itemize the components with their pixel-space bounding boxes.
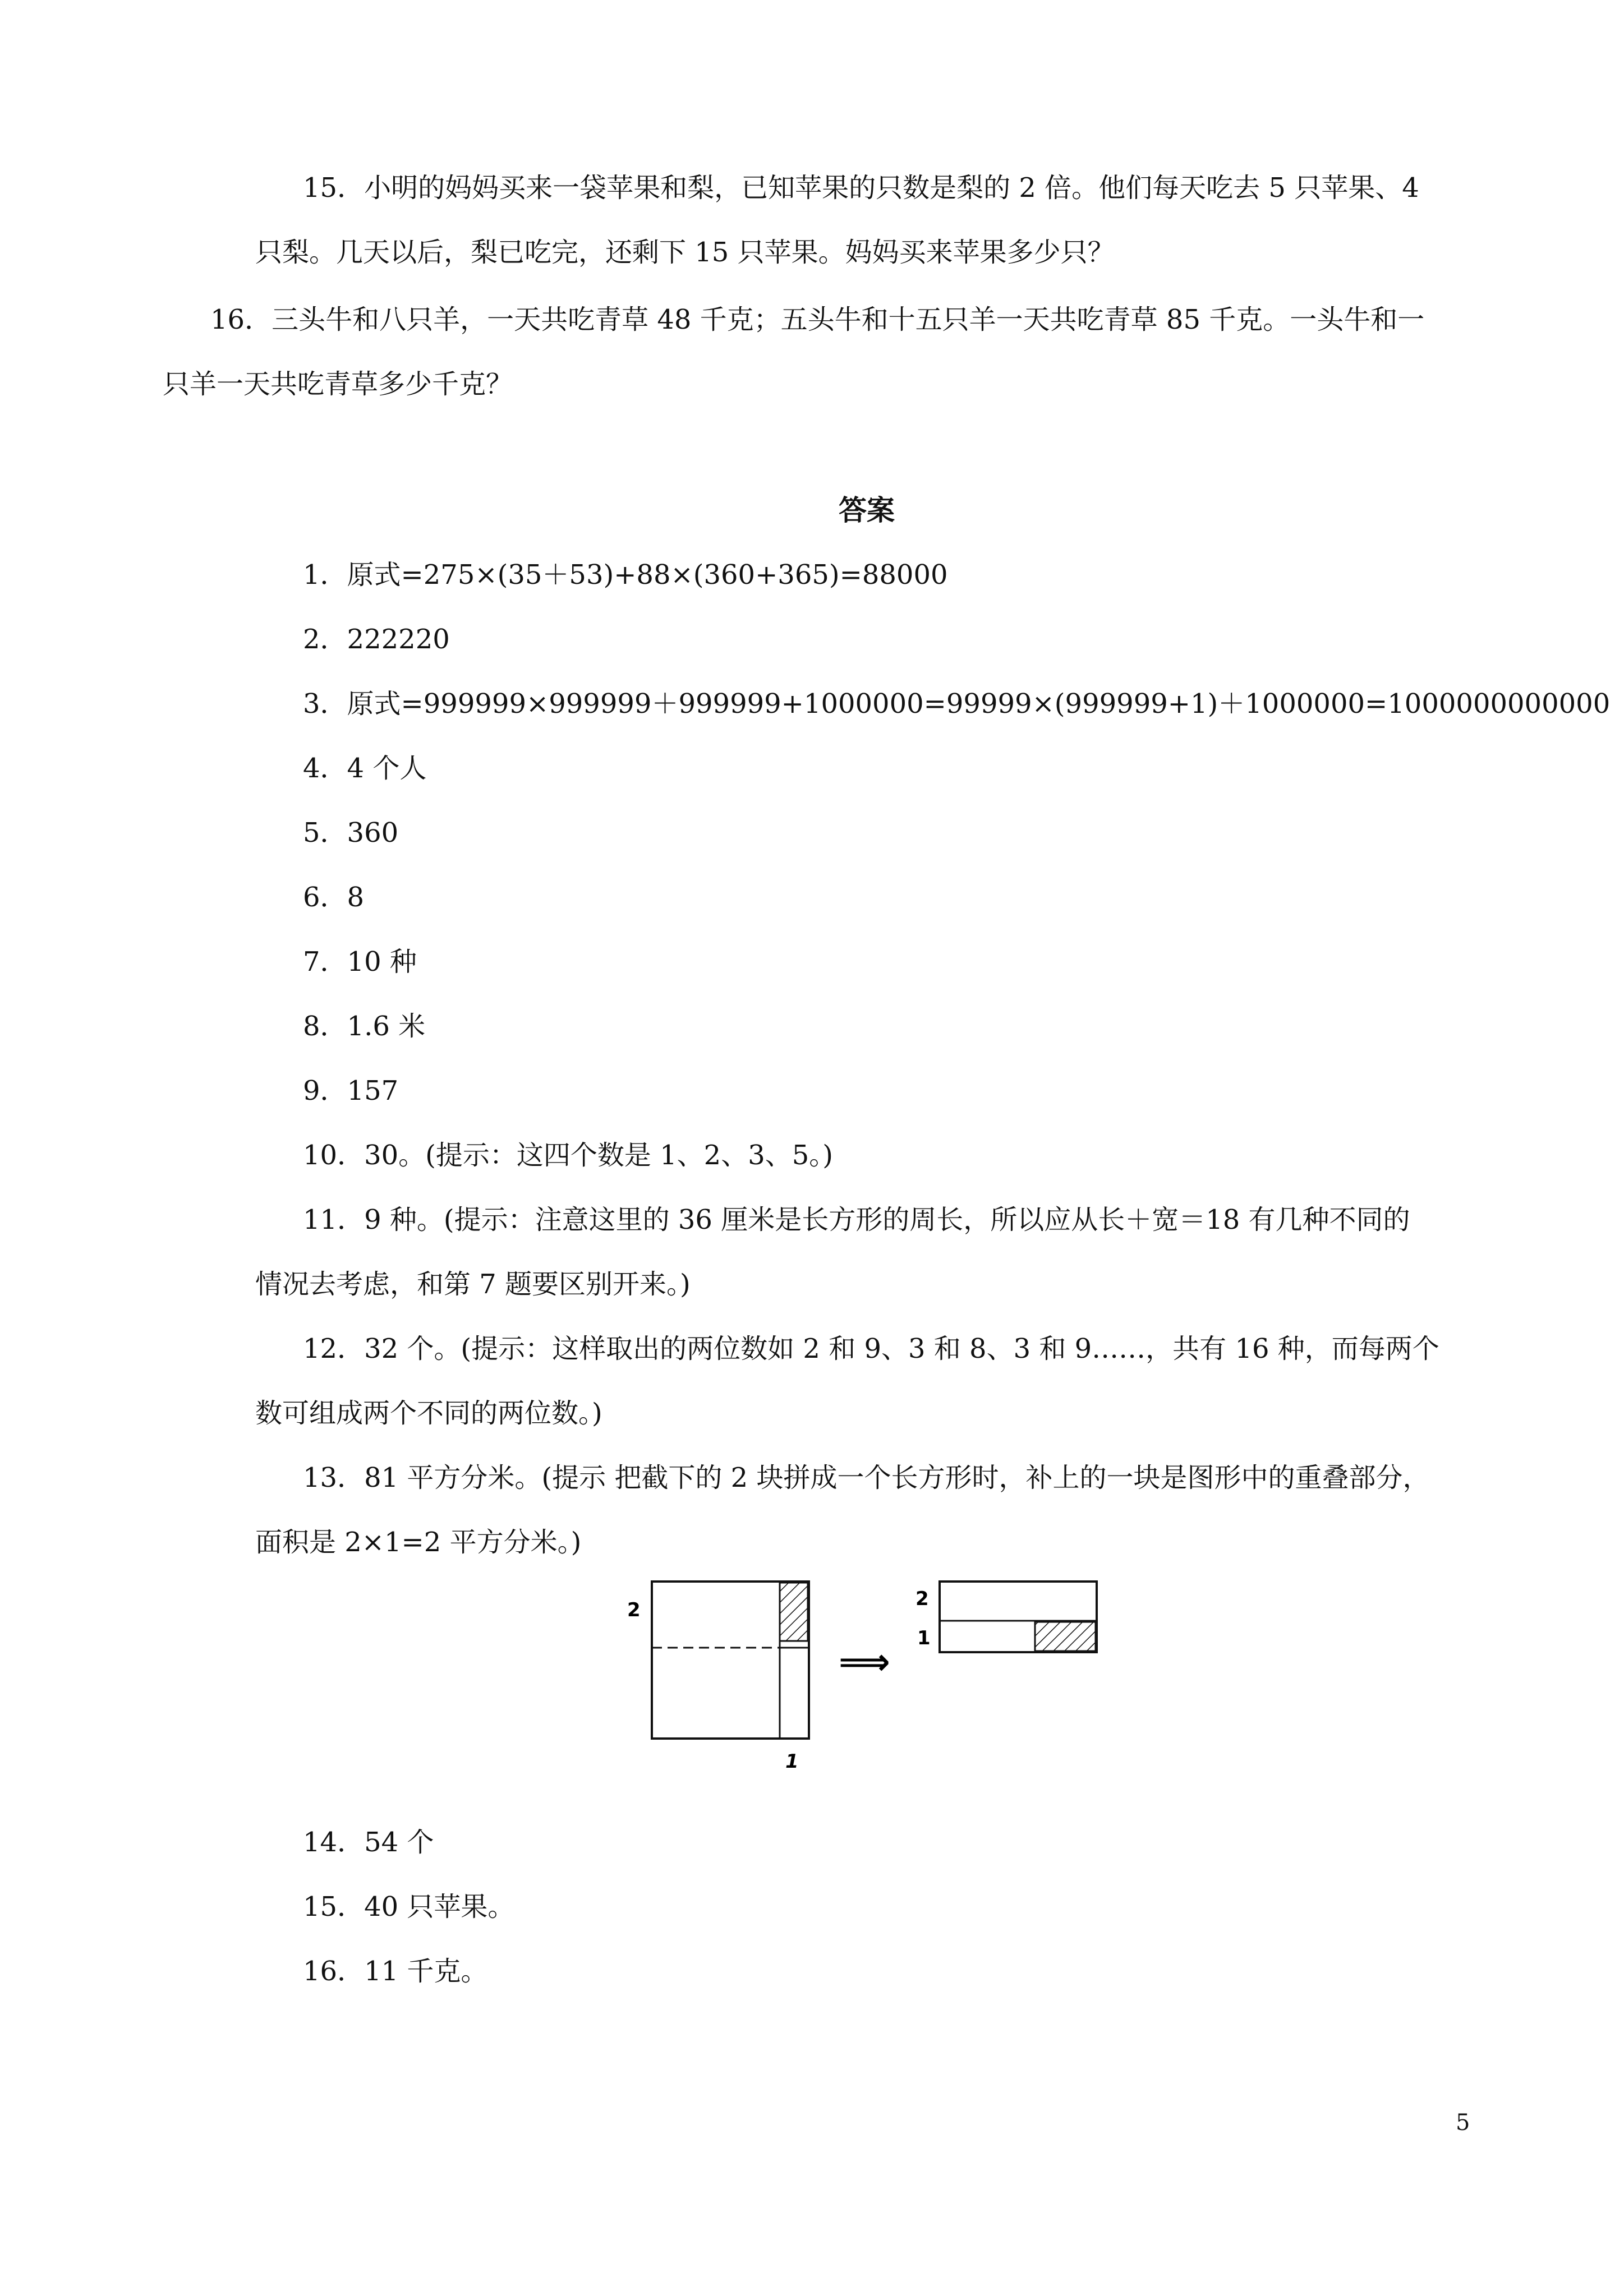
answer-6: 6．8	[303, 882, 365, 913]
rectangle-cut-diagram	[617, 1576, 1122, 1811]
right-label-2: 2	[915, 1588, 929, 1610]
left-hatched-area	[780, 1583, 808, 1641]
answers-title: 答案	[839, 494, 895, 527]
question-15-line-1: 15．小明的妈妈买来一袋苹果和梨，已知苹果的只数是梨的 2 倍。他们每天吃去 5 只苹果、4	[303, 172, 1419, 204]
answer-11-line-1: 11．9 种。(提示：注意这里的 36 厘米是长方形的周长，所以应从长＋宽＝18 有几种不同的	[303, 1204, 1410, 1235]
left-label-2: 2	[627, 1599, 641, 1621]
answer-3: 3．原式=999999×999999＋999999+1000000=99999×(999999+1)＋1000000=1000000000000	[303, 688, 1611, 720]
answer-10: 10．30。(提示：这四个数是 1、2、3、5。)	[303, 1140, 834, 1171]
answer-9: 9．157	[303, 1075, 399, 1106]
answer-15: 15．40 只苹果。	[303, 1891, 515, 1922]
answer-12-line-1: 12．32 个。(提示：这样取出的两位数如 2 和 9、3 和 8、3 和 9……，共有 16 种，而每两个	[303, 1333, 1439, 1364]
answer-7: 7．10 种	[303, 946, 417, 978]
answer-14: 14．54 个	[303, 1827, 434, 1858]
answer-16: 16．11 千克。	[303, 1956, 488, 1987]
answer-4: 4．4 个人	[303, 753, 427, 784]
question-16-line-1: 16．三头牛和八只羊，一天共吃青草 48 千克；五头牛和十五只羊一天共吃青草 85 千克。一头牛和一	[210, 304, 1425, 335]
answer-5: 5．360	[303, 817, 399, 849]
page-number: 5	[1456, 2110, 1470, 2136]
answer-11-line-2: 情况去考虑，和第 7 题要区别开来。)	[255, 1269, 691, 1300]
answer-12-line-2: 数可组成两个不同的两位数。)	[255, 1398, 602, 1429]
answer-13-figure	[617, 1576, 1122, 1811]
question-16-line-2: 只羊一天共吃青草多少千克？	[163, 368, 513, 400]
answer-13-line-1: 13．81 平方分米。(提示 把截下的 2 块拼成一个长方形时，补上的一块是图形中的重叠部分，	[303, 1462, 1430, 1493]
left-label-1: 1	[785, 1750, 799, 1773]
answer-2: 2．222220	[303, 624, 450, 655]
answer-13-line-2: 面积是 2×1=2 平方分米。)	[255, 1527, 582, 1558]
answer-1: 1．原式=275×(35＋53)+88×(360+365)=88000	[303, 559, 948, 591]
transform-arrow-icon: ⟹	[839, 1642, 890, 1683]
right-hatched-area	[1035, 1622, 1096, 1651]
answer-8: 8．1.6 米	[303, 1011, 426, 1042]
question-15-line-2: 只梨。几天以后，梨已吃完，还剩下 15 只苹果。妈妈买来苹果多少只？	[255, 237, 1115, 268]
right-label-1: 1	[917, 1627, 931, 1649]
